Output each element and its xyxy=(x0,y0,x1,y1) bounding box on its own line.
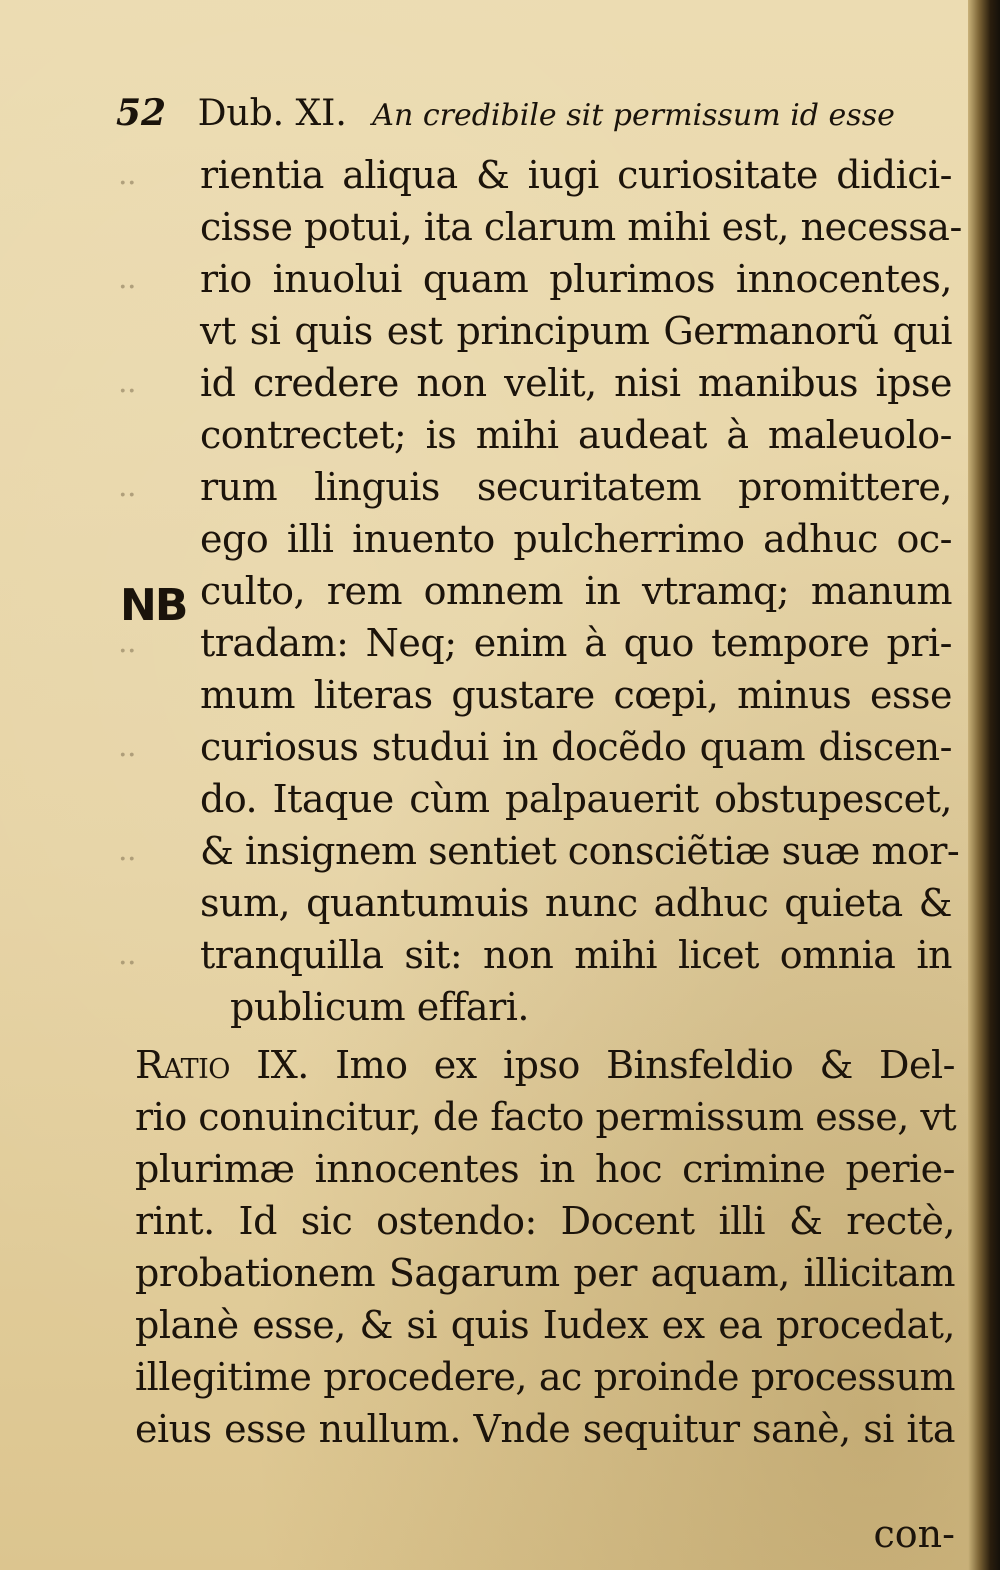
body-line: planè esse, & si quis Iudex ex ea procedat, xyxy=(135,1303,955,1347)
quote-line: rientia aliqua & iugi curiositate didici- xyxy=(200,153,952,197)
quote-line: id credere non velit, nisi manibus ipse xyxy=(200,361,952,405)
quote-mark: .. xyxy=(118,469,137,504)
quote-mark: .. xyxy=(118,833,137,868)
quote-line: tradam: Neq; enim à quo tempore pri- xyxy=(200,621,952,665)
quote-mark: .. xyxy=(118,157,137,192)
quote-line: mum literas gustare cœpi, minus esse xyxy=(200,673,952,717)
margin-note-nb: NB xyxy=(120,580,187,631)
ratio-first-line xyxy=(135,1040,955,1090)
quote-mark: .. xyxy=(118,937,137,972)
quote-line: cisse potui, ita clarum mihi est, necessa- xyxy=(200,205,962,249)
quote-line: & insignem sentiet consciẽtiæ suæ mor- xyxy=(200,829,960,873)
running-head xyxy=(116,92,895,152)
quote-line: culto, rem omnem in vtramq; manum xyxy=(200,569,952,613)
quote-mark: .. xyxy=(118,625,137,660)
quote-line: ego illi inuento pulcherrimo adhuc oc- xyxy=(200,517,952,561)
quote-line: rio inuolui quam plurimos innocentes, xyxy=(200,257,952,301)
quote-line: publicum effari. xyxy=(230,985,529,1029)
body-line: rint. Id sic ostendo: Docent illi & rectè, xyxy=(135,1199,955,1243)
quote-line: contrectet; is mihi audeat à maleuolo- xyxy=(200,413,952,457)
running-title: An credibile sit permissum id esse xyxy=(372,98,895,133)
book-gutter xyxy=(968,0,1000,1570)
body-line: probationem Sagarum per aquam, illicitam xyxy=(135,1251,955,1295)
body-line: rio conuincitur, de facto permissum esse, vt xyxy=(135,1095,957,1139)
quote-line: vt si quis est principum Germanorũ qui xyxy=(200,309,952,353)
quote-line: rum linguis securitatem promittere, xyxy=(200,465,952,509)
quote-line: curiosus studui in docẽdo quam discen- xyxy=(200,725,952,769)
quote-mark: .. xyxy=(118,729,137,764)
quote-mark: .. xyxy=(118,261,137,296)
ratio-line-rest: Imo ex ipso Binsfeldio & Del- xyxy=(308,1043,956,1087)
body-line: eius esse nullum. Vnde sequitur sanè, si ita xyxy=(135,1407,955,1451)
catchword: con- xyxy=(873,1512,955,1556)
quote-line: do. Itaque cùm palpauerit obstupescet, xyxy=(200,777,952,821)
ratio-label: Ratio IX. xyxy=(135,1043,309,1087)
quote-line: tranquilla sit: non mihi licet omnia in xyxy=(200,933,952,977)
dubium-label: Dub. XI. xyxy=(197,93,347,134)
page-number: 52 xyxy=(116,92,167,134)
body-line: plurimæ innocentes in hoc crimine perie- xyxy=(135,1147,955,1191)
quote-line: sum, quantumuis nunc adhuc quieta & xyxy=(200,881,952,925)
body-line: illegitime procedere, ac proinde processum xyxy=(135,1355,955,1399)
quote-mark: .. xyxy=(118,365,137,400)
